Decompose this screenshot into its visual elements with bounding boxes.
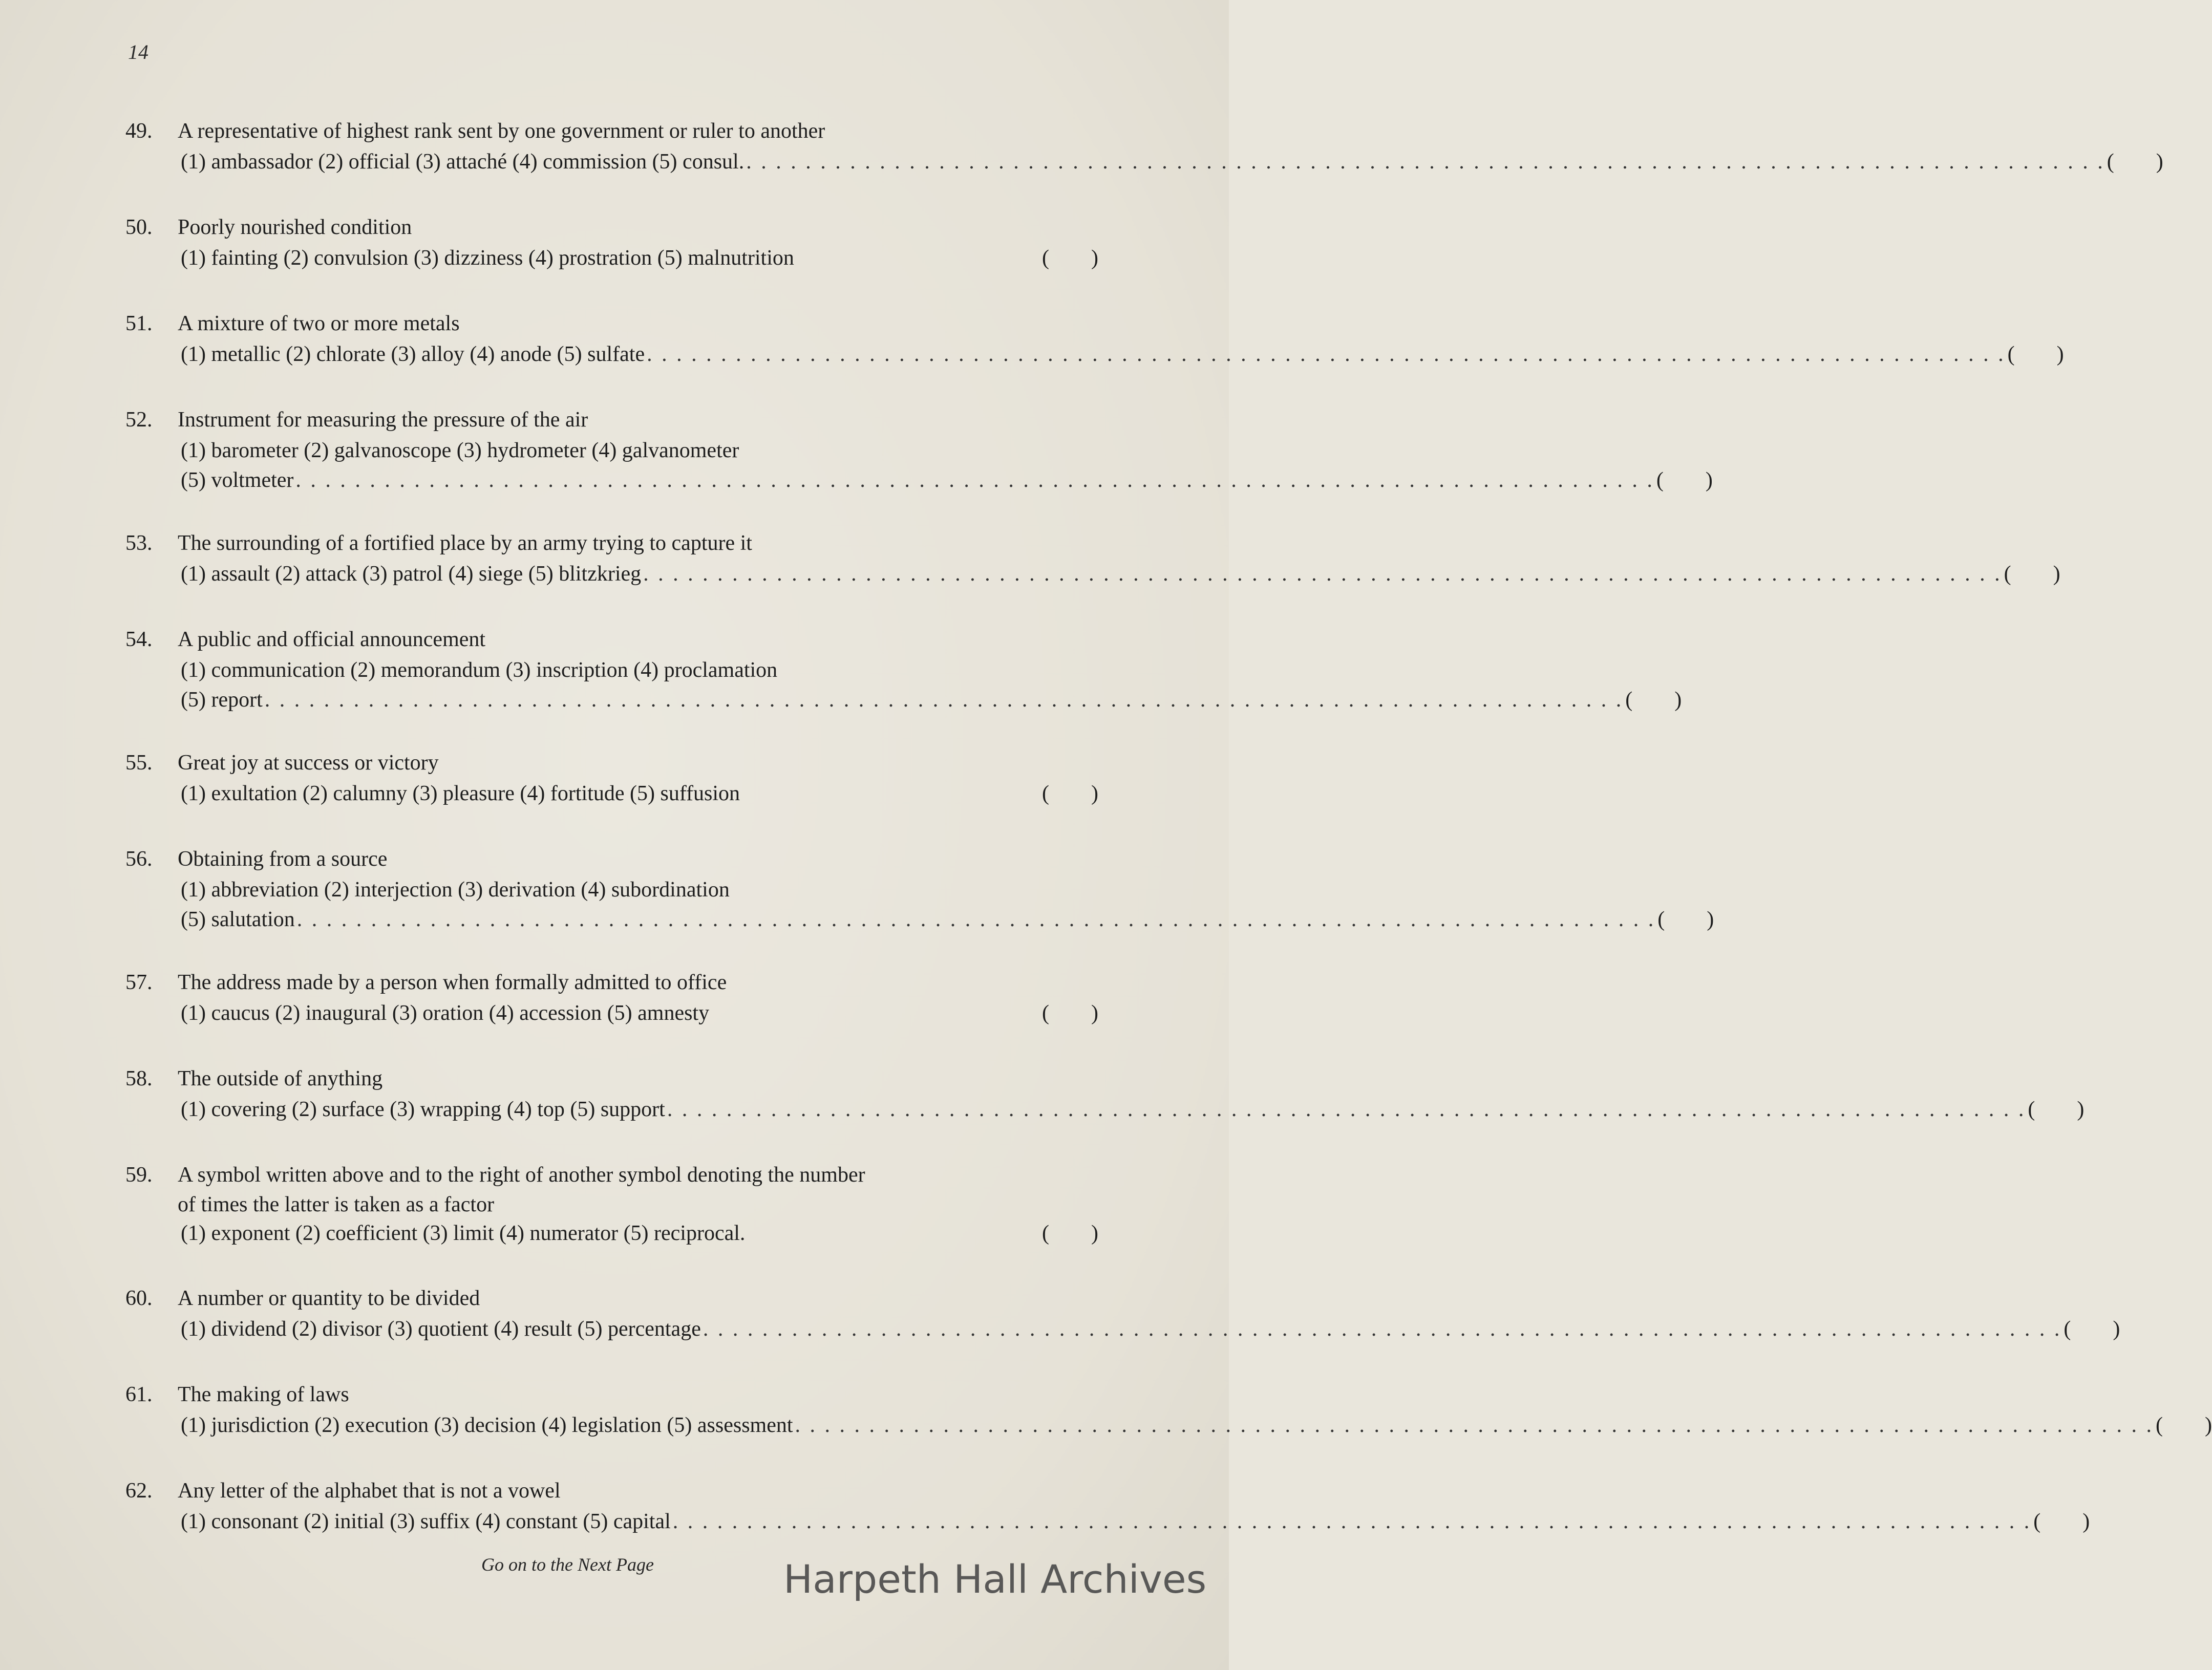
question-number: 53. — [125, 531, 153, 555]
question-prompt-continued: of times the latter is taken as a factor — [178, 1193, 495, 1216]
question-options: (1) metallic (2) chlorate (3) alloy (4) anode (5) sulfate — [181, 342, 645, 366]
question-item — [125, 1159, 1098, 1282]
answer-blank[interactable]: ( ) — [2156, 1414, 2212, 1437]
question-options: (1) consonant (2) initial (3) suffix (4) constant (5) capital — [181, 1510, 671, 1533]
question-number: 62. — [125, 1479, 153, 1503]
leader-dots: . . . . . . . . . . . . . . . . . . . . . . . . . . . . . . . . . . . . . . . . . . . . . . . . . . . . . . . . . . . . . . . . . . . . . . . . . . . . . . . . . . . . . . . . . . . . — [667, 1098, 2026, 1121]
question-prompt: A symbol written above and to the right of another symbol denoting the number — [178, 1163, 865, 1187]
answer-blank[interactable]: ( ) — [1656, 468, 1713, 492]
leader-dots: . . . . . . . . . . . . . . . . . . . . . . . . . . . . . . . . . . . . . . . . . . . . . . . . . . . . . . . . . . . . . . . . . . . . . . . . . . . . . . . . . . . . . . . . . . . . — [647, 342, 2006, 366]
archive-watermark: Harpeth Hall Archives — [783, 1556, 1207, 1602]
leader-dots: . . . . . . . . . . . . . . . . . . . . . . . . . . . . . . . . . . . . . . . . . . . . . . . . . . . . . . . . . . . . . . . . . . . . . . . . . . . . . . . . . . . . . . . . . . . . — [296, 908, 1656, 931]
question-options: (1) exultation (2) calumny (3) pleasure (4) fortitude (5) suffusion — [181, 782, 740, 805]
answer-blank[interactable]: ( ) — [1625, 688, 1682, 712]
leader-dots: . . . . . . . . . . . . . . . . . . . . . . . . . . . . . . . . . . . . . . . . . . . . . . . . . . . . . . . . . . . . . . . . . . . . . . . . . . . . . . . . . . . . . . . . . . . . — [672, 1510, 2032, 1533]
question-number: 56. — [125, 847, 153, 871]
leader-dots: . . . . . . . . . . . . . . . . . . . . . . . . . . . . . . . . . . . . . . . . . . . . . . . . . . . . . . . . . . . . . . . . . . . . . . . . . . . . . . . . . . . . . . . . . . . . — [264, 688, 1624, 712]
question-prompt: Great joy at success or victory — [178, 751, 439, 775]
question-item — [125, 967, 1098, 1063]
question-number: 60. — [125, 1287, 153, 1310]
question-item — [125, 115, 2163, 211]
question-prompt: Obtaining from a source — [178, 847, 388, 871]
answer-blank[interactable]: ( ) — [1042, 1222, 1098, 1245]
next-page-footer: Go on to the Next Page — [481, 1554, 654, 1575]
question-list — [125, 115, 2212, 1571]
answer-blank[interactable]: ( ) — [1042, 1001, 1098, 1025]
page-number: 14 — [128, 40, 148, 63]
question-number: 49. — [125, 119, 153, 143]
question-prompt: The outside of anything — [178, 1067, 383, 1090]
question-item — [125, 527, 2060, 624]
question-options: (1) covering (2) surface (3) wrapping (4) top (5) support — [181, 1098, 665, 1121]
question-item — [125, 843, 1714, 967]
question-number: 51. — [125, 312, 153, 335]
answer-blank[interactable]: ( ) — [2004, 562, 2060, 586]
question-item — [125, 747, 1098, 843]
answer-blank[interactable]: ( ) — [2033, 1510, 2090, 1533]
answer-blank[interactable]: ( ) — [1657, 908, 1714, 931]
question-number: 54. — [125, 628, 153, 651]
answer-blank[interactable]: ( ) — [1042, 246, 1098, 270]
question-item — [125, 211, 1098, 308]
question-number: 58. — [125, 1067, 153, 1090]
question-item — [125, 1379, 2212, 1475]
question-number: 50. — [125, 216, 153, 239]
answer-blank[interactable]: ( ) — [2064, 1317, 2120, 1341]
question-prompt: A representative of highest rank sent by one government or ruler to another — [178, 119, 825, 143]
question-options: (1) abbreviation (2) interjection (3) derivation (4) subordination — [181, 878, 730, 902]
question-options: (1) ambassador (2) official (3) attaché (4) commission (5) consul. — [181, 150, 745, 174]
question-item — [125, 308, 2064, 404]
leader-dots: . . . . . . . . . . . . . . . . . . . . . . . . . . . . . . . . . . . . . . . . . . . . . . . . . . . . . . . . . . . . . . . . . . . . . . . . . . . . . . . . . . . . . . . . . . . . — [295, 468, 1654, 492]
question-number: 61. — [125, 1383, 153, 1406]
question-prompt: A public and official announcement — [178, 628, 486, 651]
question-prompt: A mixture of two or more metals — [178, 312, 460, 335]
answer-blank[interactable]: ( ) — [2028, 1098, 2085, 1121]
question-number: 52. — [125, 408, 153, 432]
question-options-continued: (5) voltmeter — [181, 468, 294, 492]
question-item — [125, 1063, 2085, 1159]
leader-dots: . . . . . . . . . . . . . . . . . . . . . . . . . . . . . . . . . . . . . . . . . . . . . . . . . . . . . . . . . . . . . . . . . . . . . . . . . . . . . . . . . . . . . . . . . . . . — [643, 562, 2002, 586]
question-options: (1) exponent (2) coefficient (3) limit (4) numerator (5) reciprocal. — [181, 1222, 746, 1245]
question-options: (1) dividend (2) divisor (3) quotient (4) result (5) percentage — [181, 1317, 701, 1341]
question-options-continued: (5) salutation — [181, 908, 295, 931]
leader-dots: . . . . . . . . . . . . . . . . . . . . . . . . . . . . . . . . . . . . . . . . . . . . . . . . . . . . . . . . . . . . . . . . . . . . . . . . . . . . . . . . . . . . . . . . . . . . — [703, 1317, 2062, 1341]
question-options: (1) jurisdiction (2) execution (3) decision (4) legislation (5) assessment — [181, 1414, 793, 1437]
answer-blank[interactable]: ( ) — [2007, 342, 2064, 366]
question-options: (1) fainting (2) convulsion (3) dizziness (4) prostration (5) malnutrition — [181, 246, 794, 270]
question-prompt: The surrounding of a fortified place by an army trying to capture it — [178, 531, 752, 555]
question-options: (1) communication (2) memorandum (3) inscription (4) proclamation — [181, 658, 778, 682]
answer-blank[interactable]: ( ) — [2107, 150, 2163, 174]
question-prompt: Any letter of the alphabet that is not a vowel — [178, 1479, 561, 1503]
question-prompt: The address made by a person when formally admitted to office — [178, 971, 727, 994]
question-prompt: The making of laws — [178, 1383, 349, 1406]
question-item — [125, 624, 1682, 747]
question-options: (1) assault (2) attack (3) patrol (4) siege (5) blitzkrieg — [181, 562, 642, 586]
question-number: 57. — [125, 971, 153, 994]
leader-dots: . . . . . . . . . . . . . . . . . . . . . . . . . . . . . . . . . . . . . . . . . . . . . . . . . . . . . . . . . . . . . . . . . . . . . . . . . . . . . . . . . . . . . . . . . . . . — [795, 1414, 2154, 1437]
question-item — [125, 1282, 2120, 1379]
answer-blank[interactable]: ( ) — [1042, 782, 1098, 805]
question-options-continued: (5) report — [181, 688, 263, 712]
question-prompt: A number or quantity to be divided — [178, 1287, 480, 1310]
question-item — [125, 404, 1713, 527]
leader-dots: . . . . . . . . . . . . . . . . . . . . . . . . . . . . . . . . . . . . . . . . . . . . . . . . . . . . . . . . . . . . . . . . . . . . . . . . . . . . . . . . . . . . . . . . . . . . — [746, 150, 2105, 174]
question-options: (1) caucus (2) inaugural (3) oration (4) accession (5) amnesty — [181, 1001, 710, 1025]
question-options: (1) barometer (2) galvanoscope (3) hydrometer (4) galvanometer — [181, 439, 739, 462]
question-number: 59. — [125, 1163, 153, 1187]
question-prompt: Poorly nourished condition — [178, 216, 412, 239]
question-number: 55. — [125, 751, 153, 775]
question-prompt: Instrument for measuring the pressure of the air — [178, 408, 588, 432]
